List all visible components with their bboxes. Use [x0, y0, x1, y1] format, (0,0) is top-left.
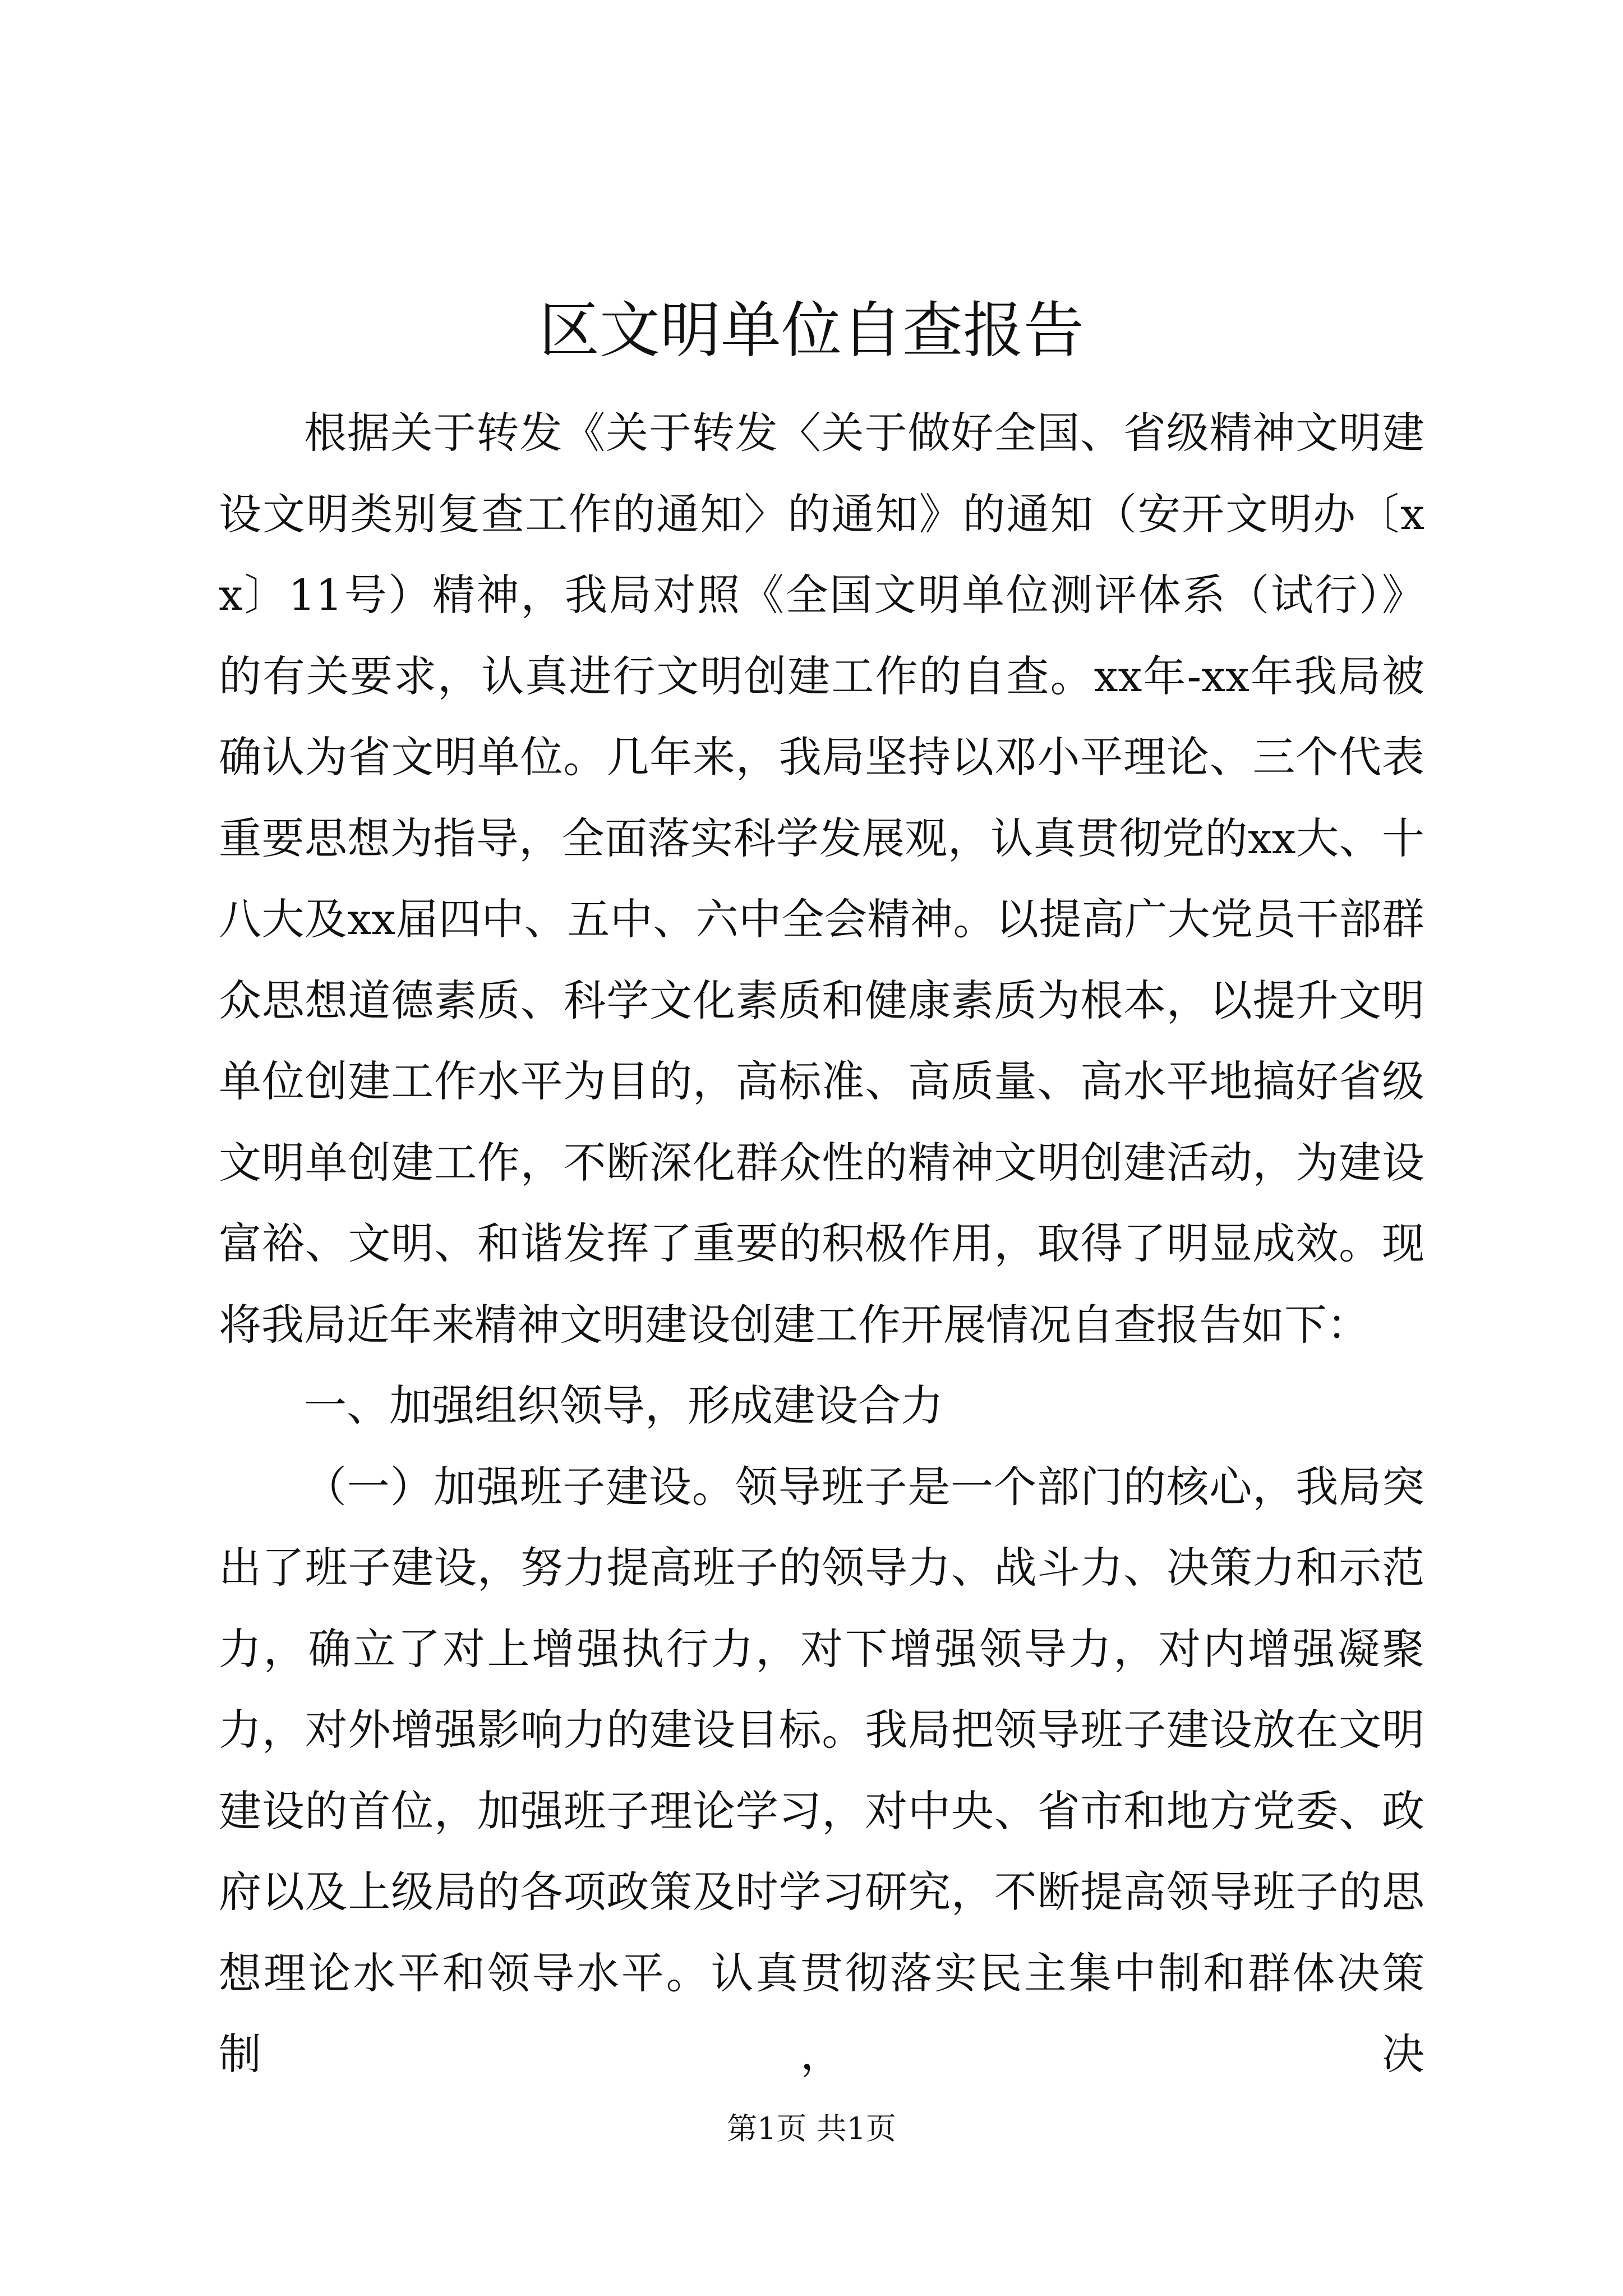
document-title: 区文明单位自查报告 [538, 296, 1084, 366]
paragraph-intro: 根据关于转发《关于转发〈关于做好全国、省级精神文明建设文明类别复查工作的通知〉的通知》的通知（安开文明办〔xx〕11号）精神，我局对照《全国文明单位测评体系（试行）》的有关要求，认真进行文明创建工作的自查。xx年-xx年我局被确认为省文明单位。几年来，我局坚持以邓小平理论、三个代表重要思想为指导，全面落实科学发展观，认真贯彻党的xx大、十八大及xx届四中、五中、六中全会精神。以提高广大党员干部群众思想道德素质、科学文化素质和健康素质为根本，以提升文明单位创建工作水平为目的，高标准、高质量、高水平地搞好省级文明单创建工作，不断深化群众性的精神文明创建活动，为建设富裕、文明、和谐发挥了重要的积极作用，取得了明显成效。现将我局近年来精神文明建设创建工作开展情况自查报告如下： [219, 408, 1424, 1350]
document-body [219, 393, 1424, 2095]
paragraph-team-building: （一）加强班子建设。领导班子是一个部门的核心，我局突出了班子建设，努力提高班子的领导力、战斗力、决策力和示范力，确立了对上增强执行力，对下增强领导力，对内增强凝聚力，对外增强影响力的建设目标。我局把领导班子建设放在文明建设的首位，加强班子理论学习，对中央、省市和地方党委、政府以及上级局的各项政策及时学习研究，不断提高领导班子的思想理论水平和领导水平。认真贯彻落实民主集中制和群体决策制，决 [219, 1461, 1424, 2079]
page-footer: 第1页 共1页 [727, 2111, 896, 2146]
section-heading-1: 一、加强组织领导，形成建设合力 [304, 1381, 943, 1430]
